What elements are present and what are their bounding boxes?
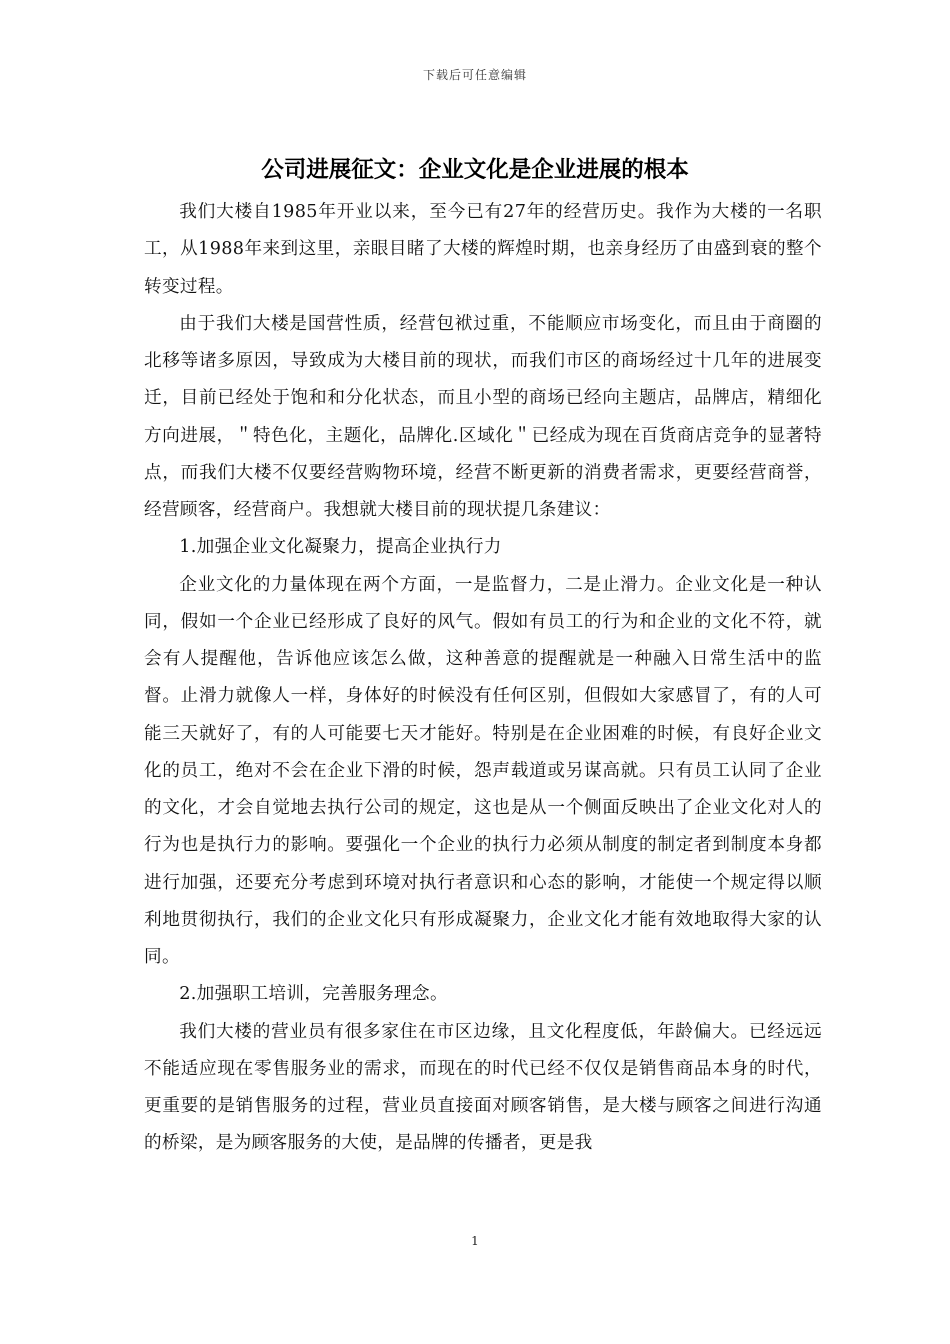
header-note: 下载后可任意编辑 — [422, 68, 527, 82]
section-heading-2: 2.加强职工培训，完善服务理念。 — [179, 984, 448, 1005]
section-heading-1: 1.加强企业文化凝聚力，提高企业执行力 — [179, 537, 502, 558]
document-body — [144, 194, 822, 1163]
paragraph-training: 我们大楼的营业员有很多家住在市区边缘，且文化程度低，年龄偏大。已经远远不能适应现在零售服务业的需求，而现在的时代已经不仅仅是销售商品本身的时代，更重要的是销售服务的过程，营业员直接面对顾客销售，是大楼与顾客之间进行沟通的桥梁，是为顾客服务的大使，是品牌的传播者，更是我 — [144, 1021, 822, 1154]
document-title: 公司进展征文：企业文化是企业进展的根本 — [261, 157, 689, 183]
paragraph-culture: 企业文化的力量体现在两个方面，一是监督力，二是止滑力。企业文化是一种认同，假如一个企业已经形成了良好的风气。假如有员工的行为和企业的文化不符，就会有人提醒他，告诉他应该怎么做，这种善意的提醒就是一种融入日常生活中的监督。止滑力就像人一样，身体好的时候没有任何区别，但假如大家感冒了，有的人可能三天就好了，有的人可能要七天才能好。特别是在企业困难的时候，有良好企业文化的员工，绝对不会在企业下滑的时候，怨声载道或另谋高就。只有员工认同了企业的文化，才会自觉地去执行公司的规定，这也是从一个侧面反映出了企业文化对人的行为也是执行力的影响。要强化一个企业的执行力必须从制度的制定者到制度本身都进行加强，还要充分考虑到环境对执行者意识和心态的影响，才能使一个规定得以顺利地贯彻执行，我们的企业文化只有形成凝聚力，企业文化才能有效地取得大家的认同。 — [144, 574, 822, 967]
paragraph-background: 由于我们大楼是国营性质，经营包袱过重，不能顺应市场变化，而且由于商圈的北移等诸多原因，导致成为大楼目前的现状，而我们市区的商场经过十几年的进展变迁，目前已经处于饱和和分化状态，而且小型的商场已经向主题店，品牌店，精细化方向进展，＂特色化，主题化，品牌化.区域化＂已经成为现在百货商店竞争的显著特点，而我们大楼不仅要经营购物环境，经营不断更新的消费者需求，更要经营商誉，经营顾客，经营商户。我想就大楼目前的现状提几条建议： — [144, 313, 822, 520]
page-number: 1 — [471, 1234, 479, 1248]
paragraph-intro: 我们大楼自1985年开业以来，至今已有27年的经营历史。我作为大楼的一名职工，从1988年来到这里，亲眼目睹了大楼的辉煌时期，也亲身经历了由盛到衰的整个转变过程。 — [144, 202, 822, 297]
